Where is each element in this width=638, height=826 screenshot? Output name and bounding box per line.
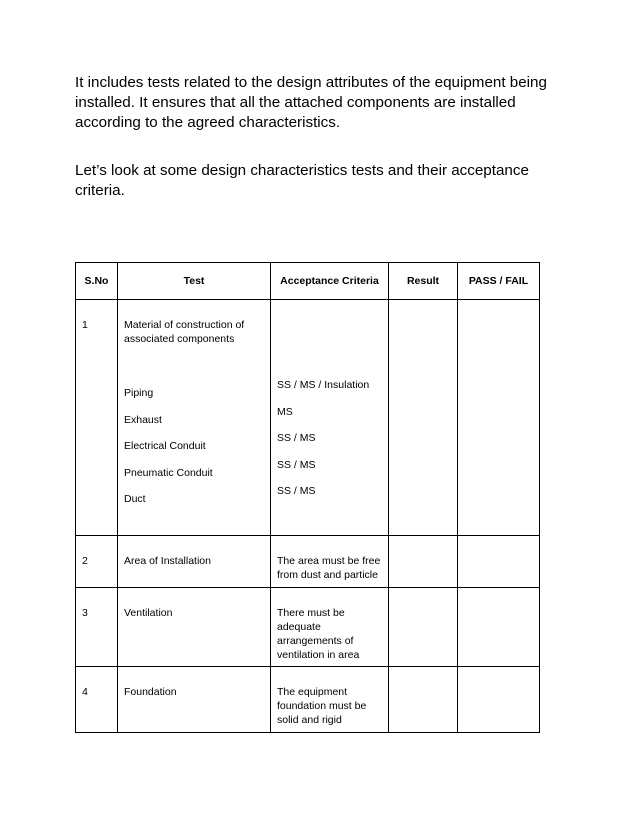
cell-result — [389, 667, 458, 733]
sub-criteria-item: SS / MS — [277, 458, 316, 471]
header-result: Result — [389, 263, 458, 300]
sub-test-item: Electrical Conduit — [124, 440, 206, 452]
sub-criteria-item: SS / MS / Insulation — [277, 379, 370, 391]
cell-pass-fail — [458, 536, 540, 588]
cell-sno: 2 — [76, 536, 118, 588]
header-test: Test — [118, 263, 271, 300]
cell-sno: 4 — [76, 667, 118, 733]
table-row — [76, 667, 540, 733]
test-name: Material of construction of associated components — [124, 319, 245, 345]
sub-criteria-item: SS / MS — [277, 485, 316, 497]
cell-criteria: There must be adequate arrangements of ventilation in area — [271, 588, 389, 667]
cell-pass-fail — [458, 667, 540, 733]
sub-criteria-item: SS / MS — [277, 432, 316, 444]
cell-test: Foundation — [118, 667, 271, 733]
cell-test: Area of Installation — [118, 536, 271, 588]
sub-test-item: Pneumatic Conduit — [124, 466, 213, 479]
table-row — [76, 300, 540, 536]
table-header-row — [76, 263, 540, 300]
cell-test: Ventilation — [118, 588, 271, 667]
acceptance-criteria-table — [75, 262, 540, 733]
sub-test-item: Duct — [124, 493, 146, 505]
cell-criteria — [271, 300, 389, 536]
intro-paragraph-2: Let’s look at some design characteristics tests and their acceptance criteria. — [75, 162, 529, 199]
cell-sno: 1 — [76, 300, 118, 536]
header-acceptance-criteria: Acceptance Criteria — [271, 263, 389, 300]
sub-criteria-item: MS — [277, 405, 293, 418]
cell-criteria: The area must be free from dust and particle — [271, 536, 389, 588]
cell-sno: 3 — [76, 588, 118, 667]
sub-test-item: Exhaust — [124, 413, 162, 426]
cell-result — [389, 536, 458, 588]
cell-pass-fail — [458, 588, 540, 667]
header-sno: S.No — [76, 263, 118, 300]
cell-result — [389, 588, 458, 667]
cell-criteria: The equipment foundation must be solid and rigid — [271, 667, 389, 733]
table-row — [76, 588, 540, 667]
cell-result — [389, 300, 458, 536]
cell-test — [118, 300, 271, 536]
table-row — [76, 536, 540, 588]
intro-paragraph-1: It includes tests related to the design attributes of the equipment being installed. It ensures that all the attached components are installed according to the agreed characteristics. — [75, 74, 547, 131]
sub-test-item: Piping — [124, 387, 154, 399]
cell-pass-fail — [458, 300, 540, 536]
header-pass-fail: PASS / FAIL — [458, 263, 540, 300]
